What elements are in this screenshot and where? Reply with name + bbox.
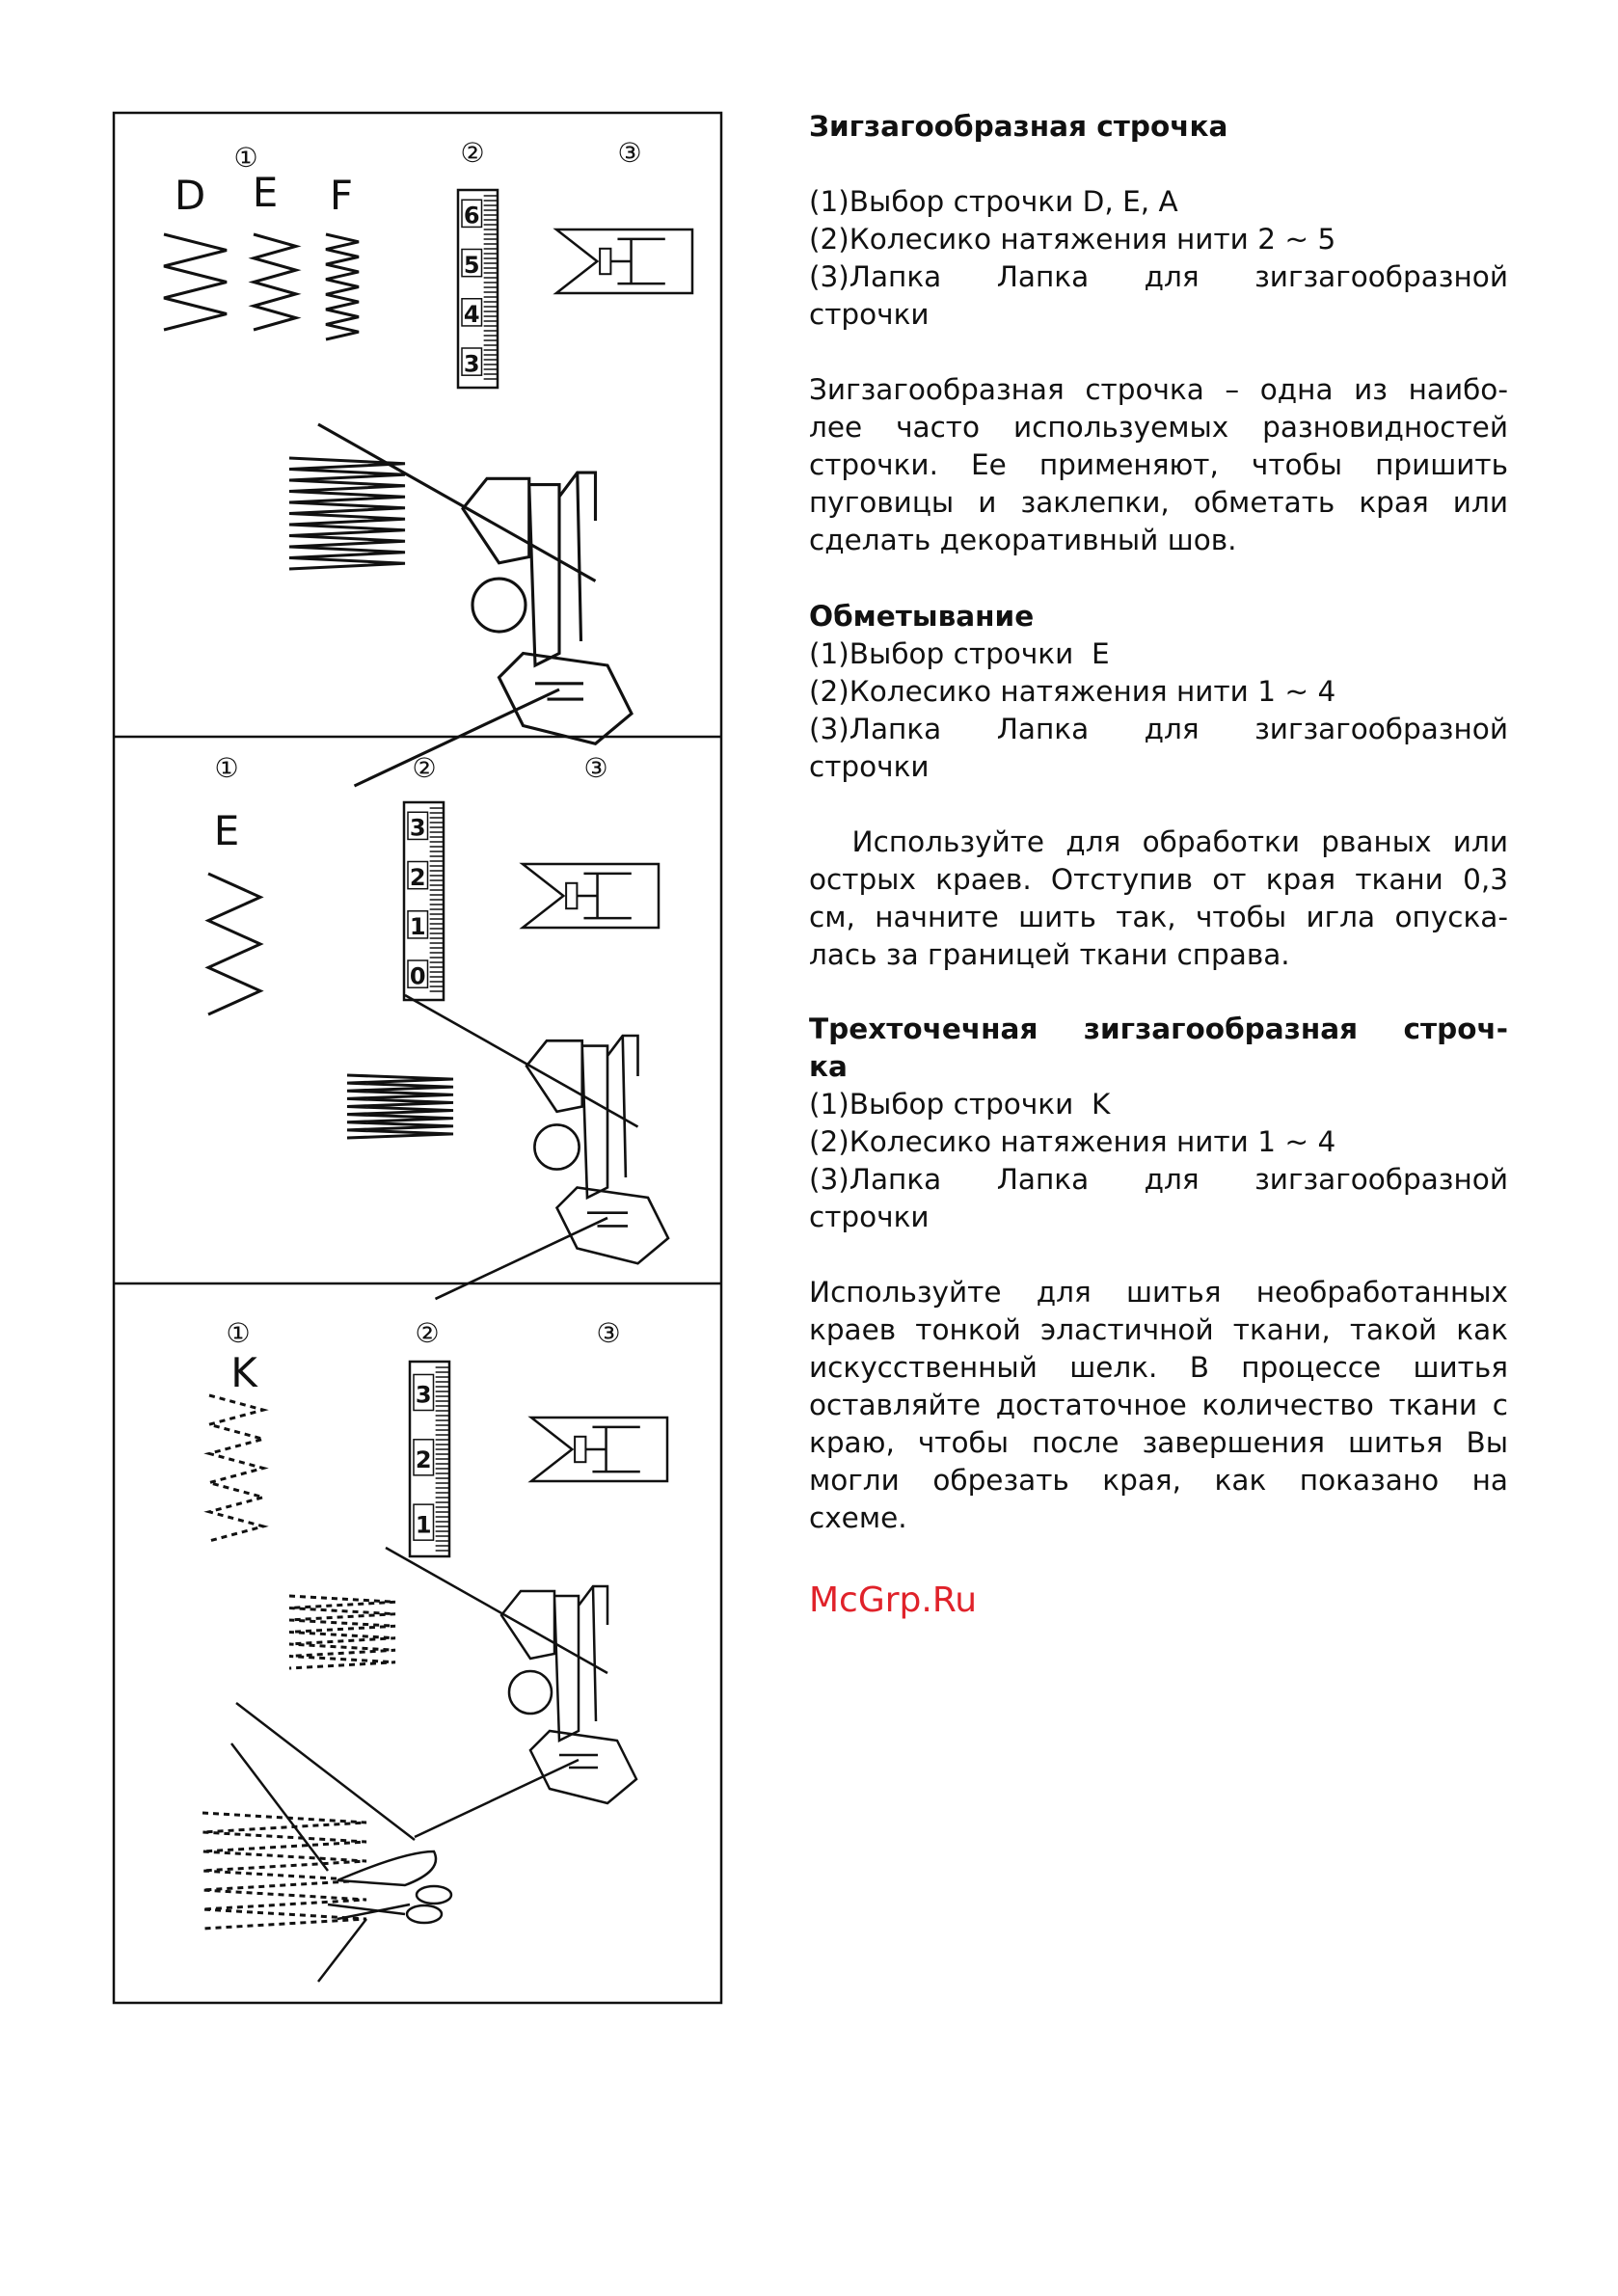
scissor-blade bbox=[328, 1904, 410, 1919]
scissor-handle bbox=[417, 1886, 451, 1904]
dial-number: 3 bbox=[415, 1381, 432, 1409]
setting-foot: (3)Лапка Лапка для зигзагообразной bbox=[809, 260, 1508, 293]
stitch-letter: E bbox=[252, 169, 279, 216]
zigzag-stitch-f bbox=[326, 234, 359, 339]
zigzag-stitch-d bbox=[164, 234, 227, 330]
dial-number: 6 bbox=[463, 202, 480, 230]
setting-tension: (2)Колесико натяжения нити 2 ~ 5 bbox=[809, 223, 1336, 256]
step-marker-1: ① bbox=[214, 752, 239, 784]
presser-foot-drawing bbox=[405, 995, 668, 1299]
setting-foot: (3)Лапка Лапка для зигзагообразной bbox=[809, 713, 1508, 745]
stitch-letter: E bbox=[213, 807, 240, 854]
section-zigzag bbox=[809, 108, 1508, 559]
fabric-edge bbox=[386, 1548, 607, 1837]
stitch-letter: D bbox=[174, 172, 206, 219]
setting-stitch: (1)Выбор строчки K bbox=[809, 1088, 1111, 1121]
body-line: оставляйте достаточное количество ткани с bbox=[809, 1389, 1508, 1421]
scissors-icon bbox=[328, 1886, 451, 1923]
figure-frame bbox=[114, 113, 721, 2003]
body-line: схеме. bbox=[809, 1501, 907, 1534]
body-line: Используйте для обработки рваных или bbox=[809, 825, 1508, 858]
setting-foot-cont: строчки bbox=[809, 750, 930, 783]
setting-foot-cont: строчки bbox=[809, 298, 930, 331]
step-marker-2: ② bbox=[412, 752, 437, 784]
step-marker-1: ① bbox=[226, 1317, 251, 1349]
zigzag-foot-icon bbox=[523, 864, 659, 928]
step-marker-1: ① bbox=[233, 142, 258, 174]
setting-foot-cont: строчки bbox=[809, 1201, 930, 1233]
dial-number: 3 bbox=[409, 814, 426, 842]
fabric-edge bbox=[318, 424, 596, 786]
setting-tension: (2)Колесико натяжения нити 1 ~ 4 bbox=[809, 1125, 1336, 1158]
dial-number: 1 bbox=[415, 1511, 432, 1539]
body-line: сделать декоративный шов. bbox=[809, 524, 1237, 556]
section-title: Трехточечная зигзагообразная строч- bbox=[809, 1013, 1508, 1045]
cut-fabric bbox=[337, 1851, 436, 1885]
presser-foot bbox=[557, 1188, 669, 1264]
setting-tension: (2)Колесико натяжения нити 1 ~ 4 bbox=[809, 675, 1336, 708]
watermark: McGrp.Ru bbox=[809, 1580, 978, 1620]
thumb-screw bbox=[534, 1124, 579, 1169]
sewn-zigzag bbox=[347, 1075, 453, 1138]
section-three-step-zigzag bbox=[809, 1011, 1508, 1537]
body-line: лее часто используемых разновидностей bbox=[809, 411, 1508, 444]
body-line: краю, чтобы после завершения шитья Вы bbox=[809, 1426, 1508, 1459]
dial-number: 3 bbox=[463, 350, 480, 378]
fabric-edge bbox=[405, 995, 638, 1299]
tension-dial bbox=[458, 190, 498, 388]
body-line: пуговицы и заклепки, обметать края или bbox=[809, 486, 1508, 519]
scissor-handle bbox=[407, 1905, 442, 1923]
setting-foot: (3)Лапка Лапка для зигзагообразной bbox=[809, 1163, 1508, 1196]
three-step-zigzag-stitch bbox=[209, 1395, 263, 1541]
section-title-cont: ка bbox=[809, 1050, 848, 1083]
presser-foot bbox=[499, 654, 633, 744]
step-marker-3: ③ bbox=[596, 1317, 621, 1349]
section-title: Зигзагообразная строчка bbox=[809, 110, 1228, 143]
presser-foot-drawing bbox=[386, 1548, 636, 1837]
step-marker-3: ③ bbox=[583, 752, 608, 784]
sewn-three-step-zigzag bbox=[289, 1596, 395, 1668]
trimmed-zigzag bbox=[202, 1813, 366, 1929]
body-line: краев тонкой эластичной ткани, такой как bbox=[809, 1313, 1508, 1346]
dial-number: 2 bbox=[409, 863, 426, 891]
sewn-zigzag bbox=[289, 458, 405, 569]
dial-number: 5 bbox=[463, 251, 480, 279]
dial-number: 2 bbox=[415, 1446, 432, 1473]
stitch-letter: F bbox=[329, 172, 354, 219]
body-line: искусственный шелк. В процессе шитья bbox=[809, 1351, 1508, 1384]
zigzag-stitch-e bbox=[208, 874, 260, 1014]
step-marker-3: ③ bbox=[617, 137, 642, 169]
body-line: лась за границей ткани справа. bbox=[809, 938, 1290, 971]
dial-number: 0 bbox=[409, 962, 426, 990]
body-line: строчки. Ее применяют, чтобы пришить bbox=[809, 448, 1508, 481]
section-title: Обметывание bbox=[809, 600, 1035, 633]
setting-stitch: (1)Выбор строчки E bbox=[809, 637, 1110, 670]
presser-foot-drawing bbox=[318, 424, 632, 786]
step-marker-2: ② bbox=[460, 137, 485, 169]
presser-foot bbox=[530, 1731, 636, 1803]
dial-number: 1 bbox=[409, 913, 426, 941]
zigzag-foot-icon bbox=[556, 230, 692, 293]
zigzag-foot-icon bbox=[531, 1418, 667, 1481]
fabric-edge bbox=[231, 1703, 415, 1982]
setting-stitch: (1)Выбор строчки D, E, A bbox=[809, 185, 1178, 218]
dial-number: 4 bbox=[463, 301, 480, 329]
thumb-screw bbox=[509, 1671, 552, 1714]
body-line: острых краев. Отступив от края ткани 0,3 bbox=[809, 863, 1508, 896]
tension-dial bbox=[404, 802, 444, 1000]
tension-dial bbox=[410, 1362, 449, 1556]
step-marker-2: ② bbox=[415, 1317, 440, 1349]
thumb-screw bbox=[472, 579, 526, 632]
body-line: Используйте для шитья необработанных bbox=[809, 1276, 1508, 1309]
body-line: Зигзагообразная строчка – одна из наибо- bbox=[809, 373, 1508, 406]
body-line: см, начните шить так, чтобы игла опуска- bbox=[809, 901, 1508, 933]
section-overcasting bbox=[809, 598, 1508, 974]
stitch-letter: K bbox=[230, 1349, 257, 1396]
body-line: могли обрезать края, как показано на bbox=[809, 1464, 1508, 1497]
zigzag-stitch-e bbox=[254, 234, 296, 330]
